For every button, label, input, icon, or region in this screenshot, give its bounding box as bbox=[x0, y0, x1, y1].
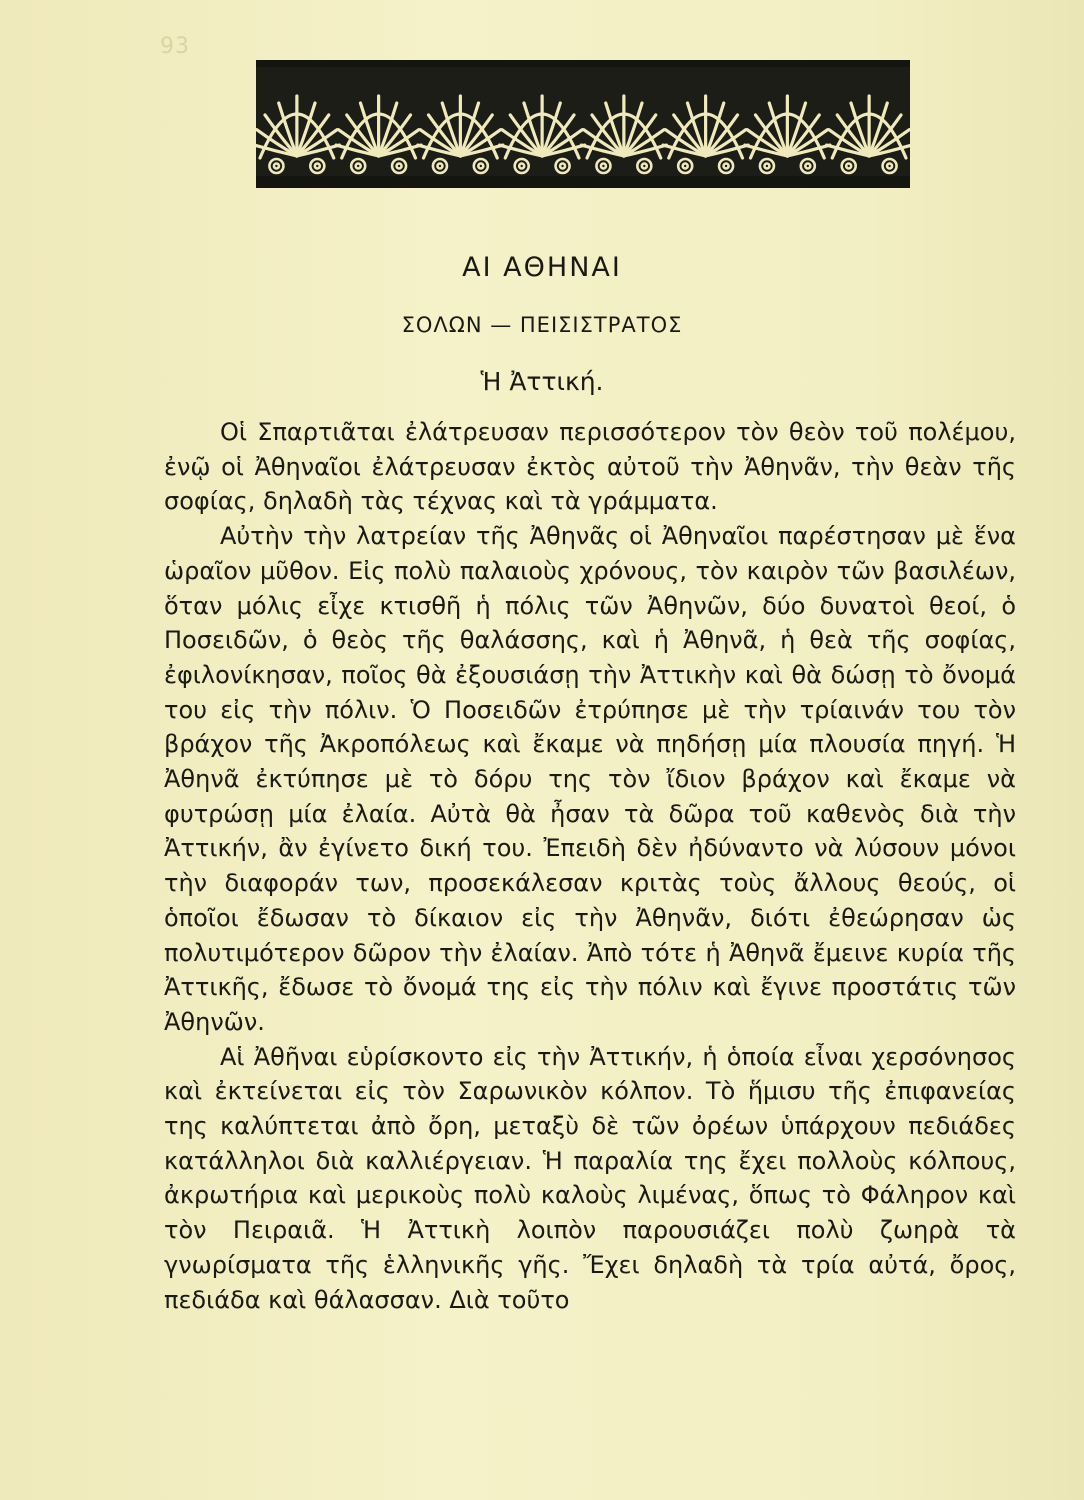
body-text bbox=[164, 415, 1016, 1317]
paragraph: Αἱ Ἀθῆναι εὑρίσκοντο εἰς τὴν Ἀττικήν, ἡ ὁποία εἶναι χερσόνησος καὶ ἐκτείνεται εἰς τὸν Σαρωνικὸν κόλπον. Τὸ ἥμισυ τῆς ἐπιφανείας της καλύπτεται ἀπὸ ὄρη, μεταξὺ δὲ τῶν ὀρέων ὑπάρχουν πεδιάδες κατάλληλοι διὰ καλλιέργειαν. Ἡ παραλία της ἔχει πολλοὺς κόλπους, ἀκρωτήρια καὶ μερικοὺς πολὺ καλοὺς λιμένας, ὅπως τὸ Φάληρον καὶ τὸν Πειραιᾶ. Ἡ Ἀττικὴ λοιπὸν παρουσιάζει πολὺ ζωηρὰ τὰ γνωρίσματα τῆς ἑλληνικῆς γῆς. Ἔχει δηλαδὴ τὰ τρία αὐτά, ὄρος, πεδιάδα καὶ θάλασσαν. Διὰ τοῦτο bbox=[164, 1042, 1016, 1314]
page-number: 93 bbox=[160, 34, 190, 59]
section-heading: Ἡ Ἀττική. bbox=[480, 367, 604, 396]
palmette-ornament-band bbox=[256, 60, 910, 190]
paragraph: Οἱ Σπαρτιᾶται ἐλάτρευσαν περισσότερον τὸν θεὸν τοῦ πολέμου, ἐνῷ οἱ Ἀθηναῖοι ἐλάτρευσαν ἐκτὸς αὐτοῦ τὴν Ἀθηνᾶν, τὴν θεὰν τῆς σοφίας, δηλαδὴ τὰς τέχνας καὶ τὰ γράμματα. bbox=[164, 418, 1016, 516]
chapter-subtitle: ΣΟΛΩΝ — ΠΕΙΣΙΣΤΡΑΤΟΣ bbox=[401, 313, 683, 337]
paragraph: Αὐτὴν τὴν λατρείαν τῆς Ἀθηνᾶς οἱ Ἀθηναῖοι παρέστησαν μὲ ἕνα ὡραῖον μῦθον. Εἰς πολὺ παλαιοὺς χρόνους, τὸν καιρὸν τῶν βασιλέων, ὅταν μόλις εἶχε κτισθῆ ἡ πόλις τῶν Ἀθηνῶν, δύο δυνατοὶ θεοί, ὁ Ποσειδῶν, ὁ θεὸς τῆς θαλάσσης, καὶ ἡ Ἀθηνᾶ, ἡ θεὰ τῆς σοφίας, ἐφιλονίκησαν, ποῖος θὰ ἐξουσιάσῃ τὴν Ἀττικὴν καὶ θὰ δώσῃ τὸ ὄνομά του εἰς τὴν πόλιν. Ὁ Ποσειδῶν ἐτρύπησε μὲ τὴν τρίαινάν του τὸν βράχον τῆς Ἀκροπόλεως καὶ ἔκαμε νὰ πηδήσῃ μία πλουσία πηγή. Ἡ Ἀθηνᾶ ἐκτύπησε μὲ τὸ δόρυ της τὸν ἴδιον βράχον καὶ ἔκαμε νὰ φυτρώσῃ μία ἐλαία. Αὐτὰ θὰ ἦσαν τὰ δῶρα τοῦ καθενὸς διὰ τὴν Ἀττικήν, ἂν ἐγίνετο δική του. Ἐπειδὴ δὲν ἠδύναντο νὰ λύσουν μόνοι τὴν διαφοράν των, προσεκάλεσαν κριτὰς τοὺς ἄλλους θεούς, οἱ ὁποῖοι ἔδωσαν τὸ δίκαιον εἰς τὴν Ἀθηνᾶν, διότι ἐθεώρησαν ὡς πολυτιμότερον δῶρον τὴν ἐλαίαν. Ἀπὸ τότε ἡ Ἀθηνᾶ ἔμεινε κυρία τῆς Ἀττικῆς, ἔδωσε τὸ ὄνομά της εἰς τὴν πόλιν καὶ ἔγινε προστάτις τῶν Ἀθηνῶν. bbox=[164, 522, 1016, 1036]
chapter-title: ΑΙ ΑΘΗΝΑΙ bbox=[462, 252, 622, 283]
